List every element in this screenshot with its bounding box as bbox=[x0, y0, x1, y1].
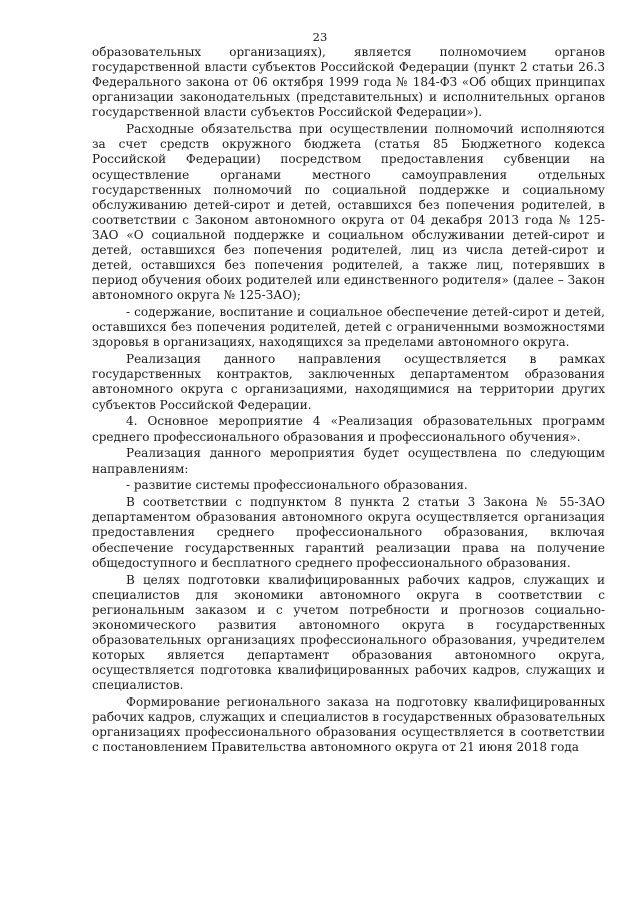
paragraph: - содержание, воспитание и социальное обеспечение детей-сирот и детей, оставшихся без попечения родителей, детей с ограниченными возможностями здоровья в организациях, находящихся за пределами автономного округа. bbox=[92, 305, 605, 350]
paragraph: В соответствии с подпунктом 8 пункта 2 статьи 3 Закона № 55-ЗАО департаментом образования автономного округа осуществляется организация предоставления среднего профессионального образования, включая обеспечение государственных гарантий реализации права на получение общедоступного и бесплатного среднего профессионального образования. bbox=[92, 495, 605, 570]
paragraph: - развитие системы профессионального образования. bbox=[126, 478, 468, 493]
paragraph: Реализация данного направления осуществляется в рамках государственных контрактов, заключенных департаментом образования автономного округа с организациями, находящимися на территории других субъектов Российской Федерации. bbox=[92, 352, 605, 412]
paragraph: 4. Основное мероприятие 4 «Реализация образовательных программ среднего профессионального образования и профессионального обучения». bbox=[92, 414, 605, 444]
paragraph: Формирование регионального заказа на подготовку квалифицированных рабочих кадров, служащих и специалистов в государственных образовательных организациях профессионального образования осуществляется в соответствии с постановлением Правительства автономного округа от 21 июня 2018 года bbox=[92, 695, 605, 755]
paragraph: Расходные обязательства при осуществлении полномочий исполняются за счет средств окружного бюджета (статья 85 Бюджетного кодекса Российской Федерации) посредством предоставления субвенции на осуществление органами местного самоуправления отдельных государственных полномочий по социальной поддержке и социальному обслуживанию детей-сирот и детей, оставшихся без попечения родителей, в соответствии с Законом автономного округа от 04 декабря 2013 года № 125-ЗАО «О социальной поддержке и социальном обслуживании детей-сирот и детей, оставшихся без попечения родителей, лиц из числа детей-сирот и детей, оставшихся без попечения родителей, а также лиц, потерявших в период обучения обоих родителей или единственного родителя» (далее – Закон автономного округа № 125-ЗАО); bbox=[92, 122, 605, 303]
paragraph: Реализация данного мероприятия будет осуществлена по следующим направлениям: bbox=[92, 446, 605, 476]
page-number: 23 bbox=[312, 30, 328, 44]
paragraph: В целях подготовки квалифицированных рабочих кадров, служащих и специалистов для экономики автономного округа в соответствии с региональным заказом и с учетом потребности и прогнозов социально-экономического развития автономного округа в государственных образовательных организациях профессионального образования, учредителем которых является департамент образования автономного округа, осуществляется подготовка квалифицированных рабочих кадров, служащих и специалистов. bbox=[92, 572, 605, 693]
document-body bbox=[92, 45, 605, 757]
paragraph: образовательных организациях), является полномочием органов государственной власти субъектов Российской Федерации (пункт 2 статьи 26.3 Федерального закона от 06 октября 1999 года № 184-ФЗ «Об общих принципах организации законодательных (представительных) и исполнительных органов государственной власти субъектов Российской Федерации»). bbox=[92, 45, 605, 120]
